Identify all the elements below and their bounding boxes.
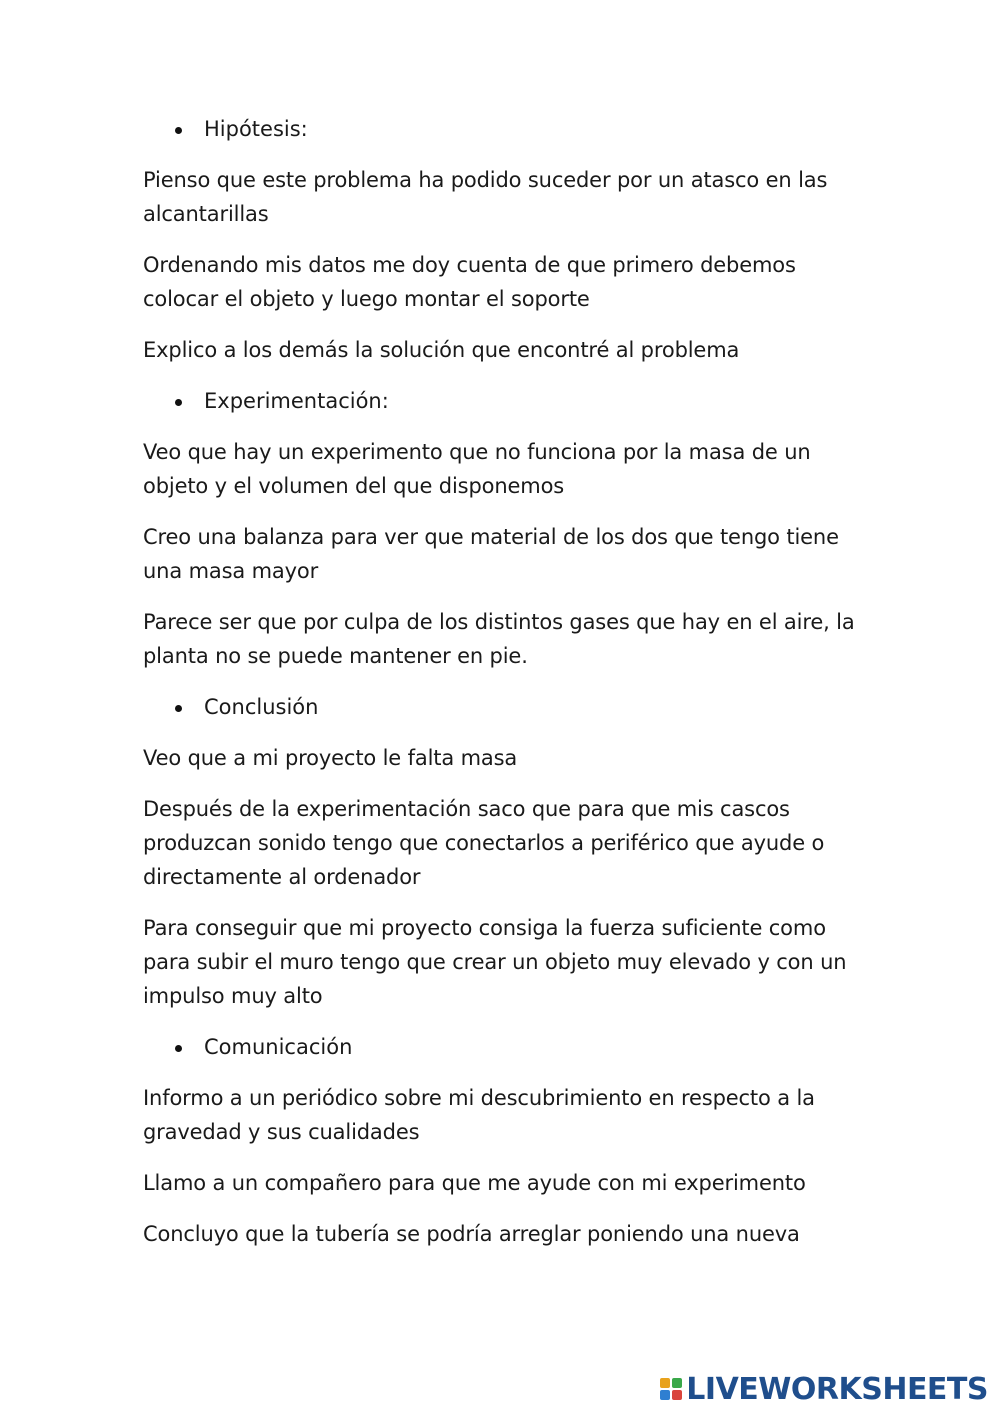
liveworksheets-logo-icon (660, 1378, 682, 1400)
section-heading-hipotesis (143, 112, 873, 146)
paragraph: Veo que hay un experimento que no funciona por la masa de un objeto y el volumen del que disponemos (143, 440, 811, 498)
paragraph: Para conseguir que mi proyecto consiga la fuerza suficiente como para subir el muro tengo que crear un objeto muy elevado y con un impulso muy alto (143, 916, 847, 1008)
liveworksheets-watermark (660, 1369, 988, 1409)
bullet-icon (175, 1045, 182, 1052)
bullet-icon (175, 399, 182, 406)
paragraph: Informo a un periódico sobre mi descubrimiento en respecto a la gravedad y sus cualidades (143, 1086, 815, 1144)
bullet-icon (175, 705, 182, 712)
logo-cell-icon (660, 1390, 670, 1400)
logo-cell-icon (672, 1378, 682, 1388)
heading-text: Experimentación: (204, 389, 389, 413)
document-body (143, 112, 873, 1268)
paragraph: Concluyo que la tubería se podría arreglar poniendo una nueva (143, 1222, 800, 1246)
paragraph: Parece ser que por culpa de los distintos gases que hay en el aire, la planta no se puede mantener en pie. (143, 610, 855, 668)
heading-text: Conclusión (204, 695, 319, 719)
logo-cell-icon (672, 1390, 682, 1400)
section-heading-experimentacion (143, 384, 873, 418)
logo-cell-icon (660, 1378, 670, 1388)
paragraph: Creo una balanza para ver que material de los dos que tengo tiene una masa mayor (143, 525, 839, 583)
paragraph: Pienso que este problema ha podido suceder por un atasco en las alcantarillas (143, 168, 828, 226)
section-heading-conclusion (143, 690, 873, 724)
heading-text: Hipótesis: (204, 117, 308, 141)
paragraph: Explico a los demás la solución que encontré al problema (143, 338, 740, 362)
paragraph: Ordenando mis datos me doy cuenta de que primero debemos colocar el objeto y luego montar el soporte (143, 253, 796, 311)
paragraph: Llamo a un compañero para que me ayude con mi experimento (143, 1171, 806, 1195)
watermark-text: LIVEWORKSHEETS (686, 1371, 988, 1407)
section-heading-comunicacion (143, 1030, 873, 1064)
paragraph: Veo que a mi proyecto le falta masa (143, 746, 518, 770)
paragraph: Después de la experimentación saco que para que mis cascos produzcan sonido tengo que conectarlos a periférico que ayude o directamente al ordenador (143, 797, 825, 889)
heading-text: Comunicación (204, 1035, 353, 1059)
bullet-icon (175, 127, 182, 134)
